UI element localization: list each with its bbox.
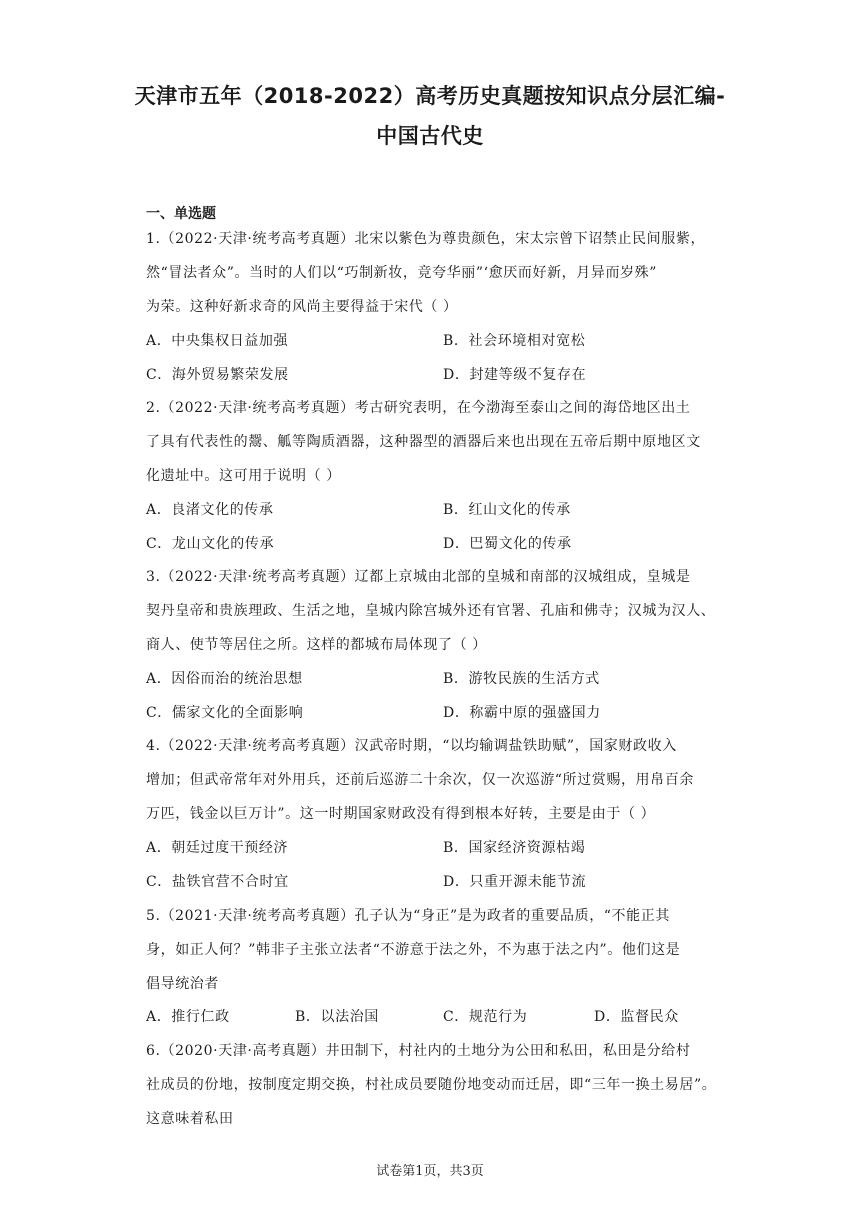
question-1-line-2: 然“冒法者众”。当时的人们以“巧制新妆，竞夸华丽”‘愈厌而好新，月异而岁殊” — [146, 265, 658, 281]
question-4-option-d[interactable]: D．只重开源未能节流 — [443, 874, 587, 890]
question-4-option-a[interactable]: A．朝廷过度干预经济 — [146, 840, 289, 856]
question-1-option-c[interactable]: C．海外贸易繁荣发展 — [146, 367, 289, 383]
question-2-option-b[interactable]: B．红山文化的传承 — [443, 502, 571, 518]
question-4-line-3: 万匹，钱金以巨万计”。这一时期国家财政没有得到根本好转，主要是由于（ ） — [146, 806, 656, 822]
section-heading: 一、单选题 — [146, 206, 216, 222]
question-1-option-a[interactable]: A．中央集权日益加强 — [146, 333, 289, 349]
document-title-continued: 中国古代史 — [376, 124, 484, 148]
question-3-option-c[interactable]: C．儒家文化的全面影响 — [146, 705, 304, 721]
question-3-option-d[interactable]: D．称霸中原的强盛国力 — [443, 705, 601, 721]
question-4-line-1: 4.（2022·天津·统考高考真题）汉武帝时期，“以均输调盐铁助赋”，国家财政收入 — [146, 738, 677, 754]
question-5-line-3: 倡导统治者 — [146, 976, 219, 992]
question-2-option-d[interactable]: D．巴蜀文化的传承 — [443, 536, 572, 552]
question-6-line-1: 6.（2020·天津·高考真题）井田制下，村社内的土地分为公田和私田，私田是分给村 — [146, 1043, 691, 1059]
question-1-line-1: 1.（2022·天津·统考高考真题）北宋以紫色为尊贵颜色，宋太宗曾下诏禁止民间服紫， — [146, 231, 706, 247]
question-2-line-3: 化遗址中。这可用于说明（ ） — [146, 468, 341, 484]
question-6-line-3: 这意味着私田 — [146, 1111, 234, 1127]
question-5-option-b[interactable]: B．以法治国 — [295, 1009, 379, 1025]
question-3-line-2: 契丹皇帝和贵族理政、生活之地，皇城内除宫城外还有官署、孔庙和佛寺；汉城为汉人、 — [146, 603, 716, 619]
question-2-option-c[interactable]: C．龙山文化的传承 — [146, 536, 275, 552]
question-4-line-2: 增加；但武帝常年对外用兵，还前后巡游二十余次，仅一次巡游“所过赏赐，用帛百余 — [146, 772, 694, 788]
question-4-option-b[interactable]: B．国家经济资源枯竭 — [443, 840, 586, 856]
question-5-line-1: 5.（2021·天津·统考高考真题）孔子认为“身正”是为政者的重要品质，“不能正其 — [146, 908, 670, 924]
question-3-line-1: 3.（2022·天津·统考高考真题）辽都上京城由北部的皇城和南部的汉城组成，皇城是 — [146, 569, 691, 585]
question-5-option-c[interactable]: C．规范行为 — [443, 1009, 528, 1025]
question-6-line-2: 社成员的份地，按制度定期交换，村社成员要随份地变动而迁居，即“三年一换土易居”。 — [146, 1077, 717, 1093]
question-2-line-1: 2.（2022·天津·统考高考真题）考古研究表明，在今渤海至泰山之间的海岱地区出土 — [146, 400, 691, 416]
question-2-option-a[interactable]: A．良渚文化的传承 — [146, 502, 274, 518]
question-2-line-2: 了具有代表性的鬶、觚等陶质酒器，这种器型的酒器后来也出现在五帝后期中原地区文 — [146, 434, 701, 450]
question-3-line-3: 商人、使节等居住之所。这样的都城布局体现了（ ） — [146, 637, 487, 653]
question-5-option-a[interactable]: A．推行仁政 — [146, 1009, 230, 1025]
question-1-option-b[interactable]: B．社会环境相对宽松 — [443, 333, 586, 349]
page-footer: 试卷第1页，共3页 — [376, 1164, 484, 1179]
question-5-line-2: 身，如正人何？”韩非子主张立法者“不游意于法之外，不为惠于法之内”。他们这是 — [146, 942, 681, 958]
question-4-option-c[interactable]: C．盐铁官营不合时宜 — [146, 874, 289, 890]
document-title: 天津市五年（2018-2022）高考历史真题按知识点分层汇编- — [134, 84, 726, 108]
question-3-option-b[interactable]: B．游牧民族的生活方式 — [443, 671, 600, 687]
question-1-option-d[interactable]: D．封建等级不复存在 — [443, 367, 587, 383]
question-3-option-a[interactable]: A．因俗而治的统治思想 — [146, 671, 303, 687]
question-1-line-3: 为荣。这种好新求奇的风尚主要得益于宋代（ ） — [146, 299, 458, 315]
question-5-option-d[interactable]: D．监督民众 — [594, 1009, 679, 1025]
